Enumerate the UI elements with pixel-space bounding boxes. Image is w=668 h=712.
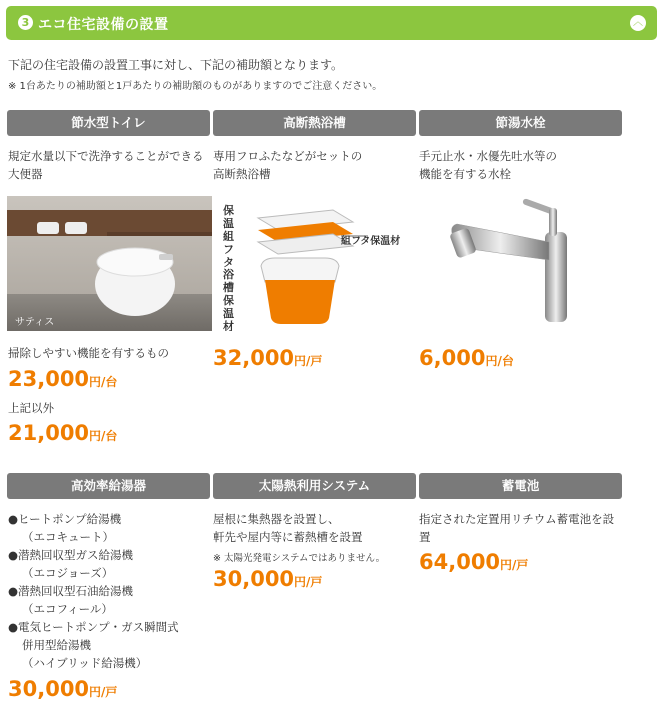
solar-price-value: 30,000 xyxy=(213,567,295,591)
section-number-badge: 3 xyxy=(18,15,33,30)
toilet-heading: 節水型トイレ xyxy=(7,110,210,136)
bath-heading: 高断熱浴槽 xyxy=(213,110,416,136)
water-heater-line-4: （エコジョーズ） xyxy=(22,566,114,580)
section-title: エコ住宅設備の設置 xyxy=(38,17,169,33)
bath-desc-2: 高断熱浴槽 xyxy=(213,167,271,181)
toilet-desc-2: 大便器 xyxy=(8,167,43,181)
toilet-item1-price xyxy=(8,367,117,394)
water-heater-line-6: （エコフィール） xyxy=(22,602,113,616)
faucet-price xyxy=(419,346,514,373)
battery-desc-1: 指定された定置用リチウム蓄電池を設 xyxy=(419,512,615,526)
faucet-price-value: 6,000 xyxy=(419,346,486,370)
water-heater-line-8: 併用型給湯機 xyxy=(22,638,91,652)
bath-desc-1: 専用フロふたなどがセットの xyxy=(213,149,363,163)
toilet-image xyxy=(7,196,212,331)
solar-price-unit: 円/戸 xyxy=(294,575,323,589)
toilet-item2-value: 21,000 xyxy=(8,421,90,445)
solar-desc-1: 屋根に集熱器を設置し、 xyxy=(213,512,340,526)
water-heater-line-2: （エコキュート） xyxy=(22,530,114,544)
battery-heading: 蓄電池 xyxy=(419,473,622,499)
toilet-desc-1: 規定水量以下で洗浄することができる xyxy=(8,149,204,163)
solar-desc-2: 軒先や屋内等に蓄熱槽を設置 xyxy=(213,530,363,544)
toilet-item2-unit: 円/台 xyxy=(89,429,118,443)
chevron-up-icon[interactable]: ︿ xyxy=(630,15,646,31)
bath-lid-label: 保温組フタ xyxy=(223,204,234,269)
bath-lid-callout: 組フタ保温材 xyxy=(341,236,401,247)
battery-desc-2: 置 xyxy=(419,530,431,544)
water-heater-line-7: ●電気ヒートポンプ・ガス瞬間式 xyxy=(8,620,179,634)
toilet-item1-value: 23,000 xyxy=(8,367,90,391)
faucet-desc-1: 手元止水・水優先吐水等の xyxy=(419,149,557,163)
toilet-item1-unit: 円/台 xyxy=(89,375,118,389)
battery-price-unit: 円/戸 xyxy=(500,558,529,572)
water-heater-line-1: ●ヒートポンプ給湯機 xyxy=(8,512,122,526)
water-heater-price-value: 30,000 xyxy=(8,677,90,701)
section-header[interactable] xyxy=(6,6,657,40)
battery-price-value: 64,000 xyxy=(419,550,501,574)
solar-note: ※ 太陽光発電システムではありません。 xyxy=(213,553,386,564)
bath-price-value: 32,000 xyxy=(213,346,295,370)
intro-note: ※ 1台あたりの補助額と1戸あたりの補助額のものがありますのでご注意ください。 xyxy=(8,81,383,92)
water-heater-line-9: （ハイブリッド給湯機） xyxy=(22,656,148,670)
bath-tub-label: 浴槽保温材 xyxy=(223,268,234,331)
water-heater-heading: 高効率給湯器 xyxy=(7,473,210,499)
toilet-item2-label: 上記以外 xyxy=(8,401,54,415)
faucet-desc-2: 機能を有する水栓 xyxy=(419,167,511,181)
faucet-price-unit: 円/台 xyxy=(485,354,514,368)
faucet-heading: 節湯水栓 xyxy=(419,110,622,136)
battery-price xyxy=(419,550,528,577)
bath-price-unit: 円/戸 xyxy=(294,354,323,368)
water-heater-price xyxy=(8,677,117,704)
bath-diagram xyxy=(213,196,418,331)
water-heater-price-unit: 円/戸 xyxy=(89,685,118,699)
solar-heading: 太陽熱利用システム xyxy=(213,473,416,499)
water-heater-line-5: ●潜熱回収型石油給湯機 xyxy=(8,584,134,598)
bath-price xyxy=(213,346,322,373)
water-heater-line-3: ●潜熱回収型ガス給湯機 xyxy=(8,548,134,562)
intro-text: 下記の住宅設備の設置工事に対し、下記の補助額となります。 xyxy=(8,58,344,72)
toilet-item1-label: 掃除しやすい機能を有するもの xyxy=(8,346,169,360)
solar-price xyxy=(213,567,322,594)
toilet-item2-price xyxy=(8,421,117,448)
toilet-image-caption: サティス xyxy=(15,317,55,328)
faucet-image xyxy=(419,196,624,331)
